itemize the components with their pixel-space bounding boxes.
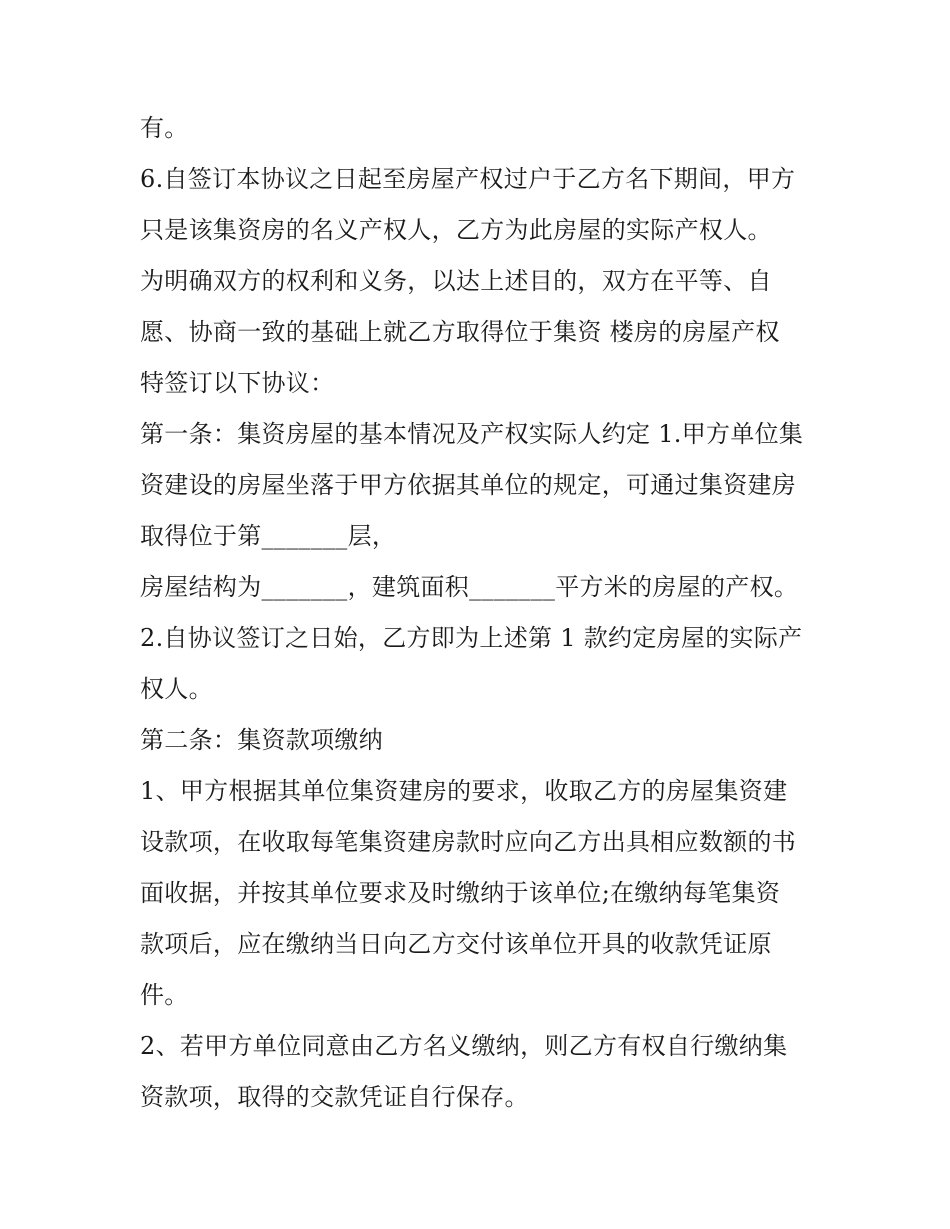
text-line: 有。 [140,114,189,142]
text-line: 房屋结构为_______，建筑面积_______平方米的房屋的产权。 [140,573,799,601]
text-line: 件。 [140,981,189,1009]
text-line: 愿、协商一致的基础上就乙方取得位于集资 楼房的房屋产权 [140,318,780,346]
text-line: 2.自协议签订之日始，乙方即为上述第 1 款约定房屋的实际产 [140,624,803,652]
text-line: 第二条：集资款项缴纳 [140,726,383,754]
text-line: 特签订以下协议： [140,369,335,397]
text-line: 款项后，应在缴纳当日向乙方交付该单位开具的收款凭证原 [140,930,772,958]
document-body [140,103,820,1123]
text-line: 设款项，在收取每笔集资建房款时应向乙方出具相应数额的书 [140,828,797,856]
text-line: 2、若甲方单位同意由乙方名义缴纳，则乙方有权自行缴纳集 [140,1032,788,1060]
text-line: 为明确双方的权利和义务，以达上述目的，双方在平等、自 [140,267,772,295]
text-line: 资款项，取得的交款凭证自行保存。 [140,1083,529,1111]
text-line: 资建设的房屋坐落于甲方依据其单位的规定，可通过集资建房 [140,471,797,499]
text-line: 面收据，并按其单位要求及时缴纳于该单位;在缴纳每笔集资 [140,879,781,907]
text-line: 1、甲方根据其单位集资建房的要求，收取乙方的房屋集资建 [140,777,788,805]
text-line: 第一条：集资房屋的基本情况及产权实际人约定 1.甲方单位集 [140,420,804,448]
text-line: 取得位于第_______层， [140,522,397,550]
text-line: 只是该集资房的名义产权人，乙方为此房屋的实际产权人。 [140,216,772,244]
text-line: 权人。 [140,675,213,703]
text-line: 6.自签订本协议之日起至房屋产权过户于乙方名下期间，甲方 [140,165,796,193]
